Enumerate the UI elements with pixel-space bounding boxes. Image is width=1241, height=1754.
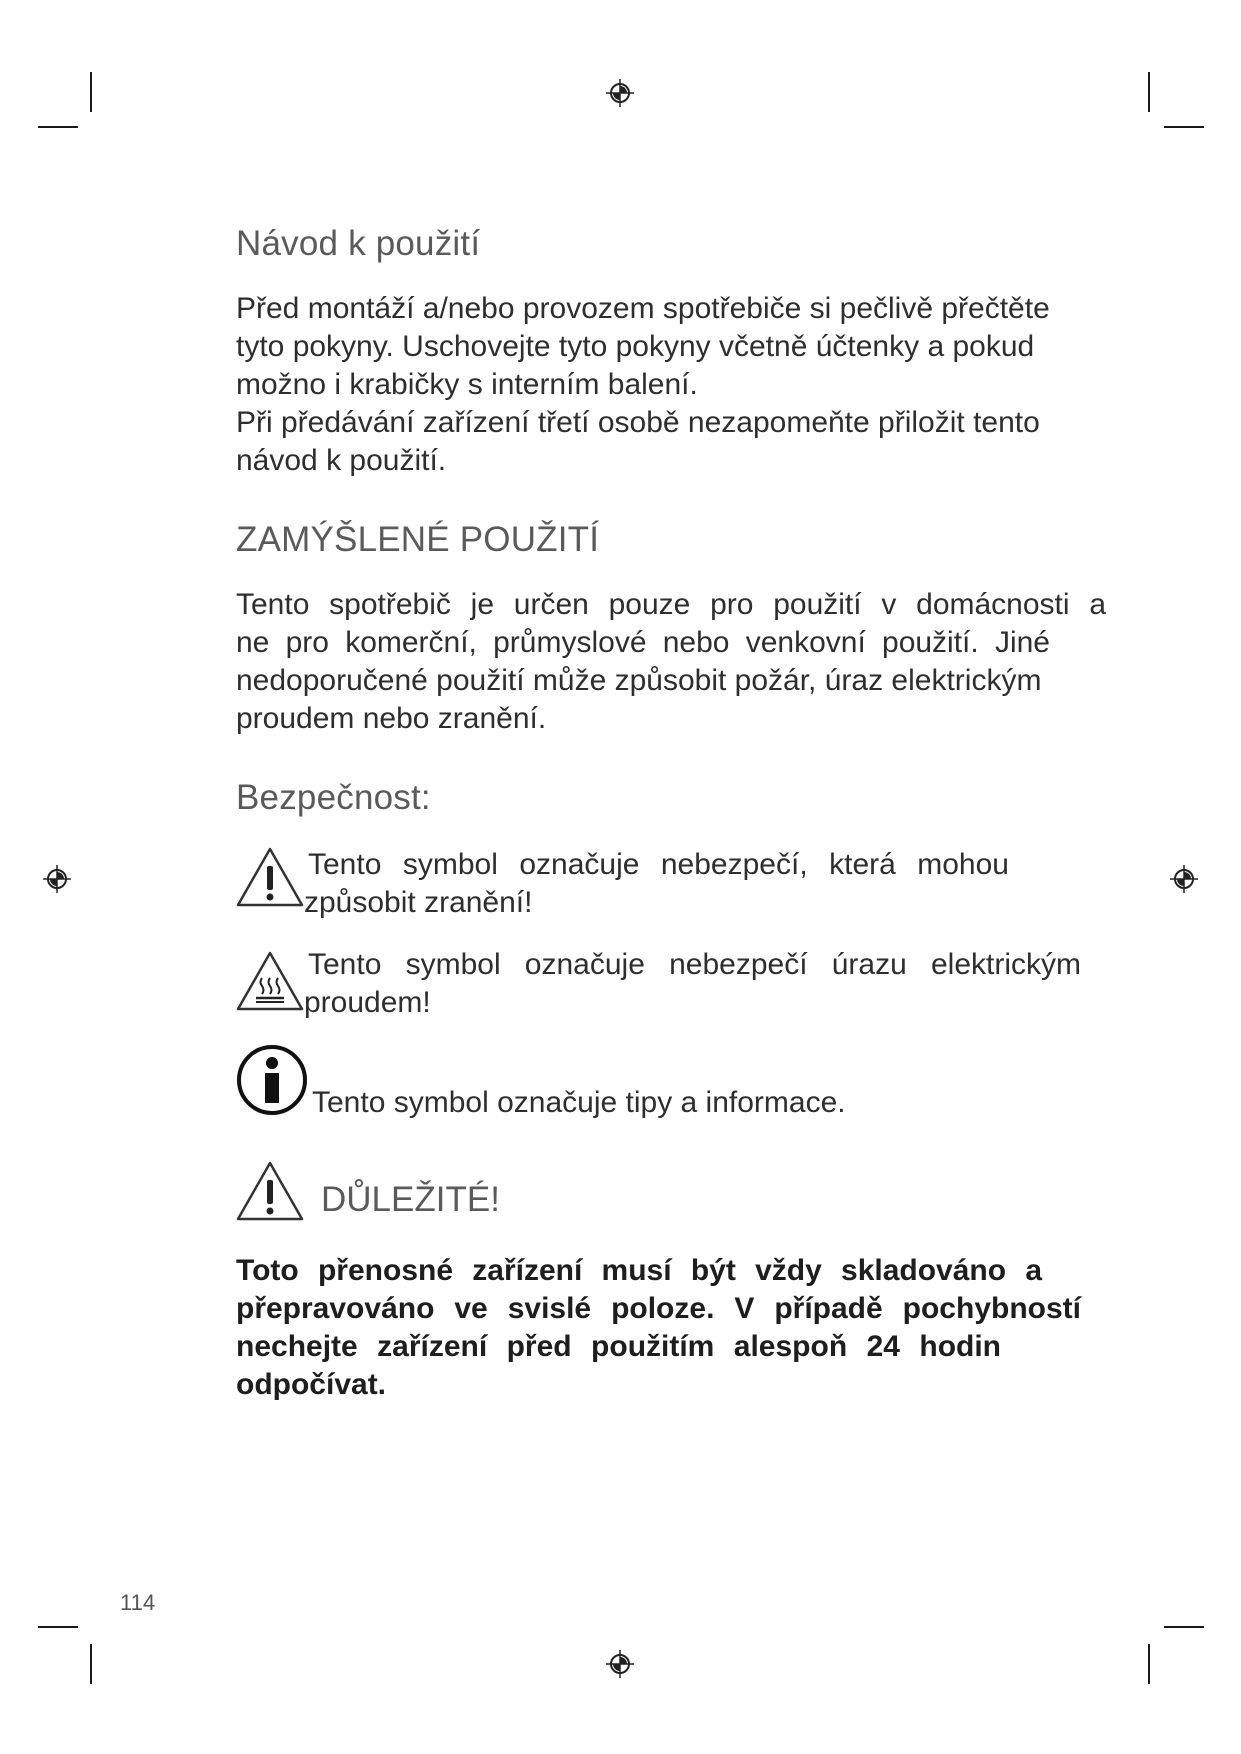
registration-mark-icon [605, 1649, 635, 1679]
crop-mark [1148, 72, 1150, 112]
registration-mark-icon [1169, 864, 1199, 894]
info-circle-icon [236, 1044, 308, 1116]
text-line: nechejte zařízení před použitím alespoň 24 hodin [236, 1330, 1001, 1363]
registration-mark-icon [42, 864, 72, 894]
text-line: Před montáží a/nebo provozem spotřebiče si pečlivě přečtěte [236, 292, 1050, 325]
symbol-description [304, 946, 1081, 1022]
important-heading-row [236, 1160, 1081, 1230]
safety-symbol-row [236, 1044, 1081, 1124]
important-paragraph [236, 1252, 1081, 1404]
text-line: přepravováno ve svislé poloze. V případě pochybností [236, 1292, 1081, 1325]
crop-mark [90, 72, 92, 112]
crop-mark [1148, 1644, 1150, 1684]
text-line: Tento spotřebič je určen pouze pro použití v domácnosti a [236, 588, 1106, 621]
text-line: tyto pokyny. Uschovejte tyto pokyny včetně účtenky a pokud [236, 330, 1035, 363]
intro-paragraph [236, 290, 1116, 480]
text-line: proudem nebo zranění. [236, 702, 547, 735]
text-line: odpočívat. [236, 1368, 387, 1401]
symbol-description [312, 1084, 846, 1122]
symbol-description [304, 846, 1009, 922]
text-line: nedoporučené použití může způsobit požár, úraz elektrickým [236, 664, 1042, 697]
warning-triangle-icon [236, 846, 304, 908]
important-heading: DŮLEŽITÉ! [321, 1180, 500, 1219]
safety-symbol-row [236, 946, 1081, 1026]
warning-triangle-icon [236, 1160, 304, 1222]
section-heading-safety: Bezpečnost: [236, 778, 431, 817]
intended-use-paragraph [236, 586, 1106, 738]
text-line: možno i krabičky s interním balení. [236, 368, 698, 401]
hot-surface-warning-icon [236, 950, 304, 1012]
page-title: Návod k použití [236, 224, 481, 263]
text-line: Toto přenosné zařízení musí být vždy skladováno a [236, 1254, 1042, 1287]
crop-mark [1164, 1626, 1204, 1628]
safety-symbol-row [236, 846, 1081, 926]
text-line: Při předávání zařízení třetí osobě nezapomeňte přiložit tento [236, 406, 1040, 439]
text-line: návod k použití. [236, 444, 447, 477]
registration-mark-icon [605, 78, 635, 108]
text-line: Tento symbol označuje tipy a informace. [312, 1086, 846, 1119]
text-line: proudem! [304, 986, 431, 1019]
section-heading-intended-use: ZAMÝŠLENÉ POUŽITÍ [236, 520, 600, 559]
crop-mark [90, 1644, 92, 1684]
crop-mark [1164, 126, 1204, 128]
text-line: Tento symbol označuje nebezpečí, která mohou [308, 848, 1009, 881]
text-line: ne pro komerční, průmyslové nebo venkovní použití. Jiné [236, 626, 1050, 659]
crop-mark [38, 126, 78, 128]
page-number: 114 [120, 1590, 156, 1615]
text-line: způsobit zranění! [304, 886, 533, 919]
text-line: Tento symbol označuje nebezpečí úrazu elektrickým [308, 948, 1081, 981]
crop-mark [38, 1626, 78, 1628]
